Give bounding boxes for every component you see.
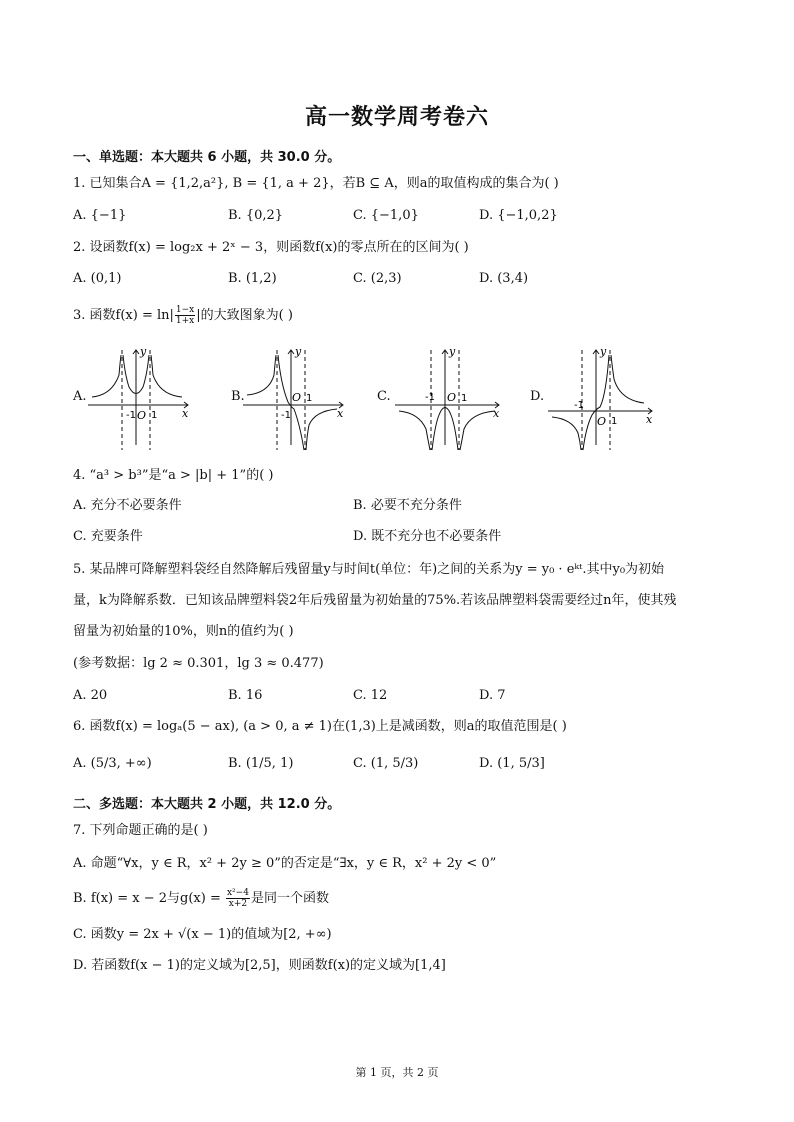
graph-a-neg1-label: -1 [126, 410, 136, 421]
graph-c-y-label: y [449, 345, 456, 358]
q3-option-a-label: A. [73, 389, 87, 404]
graph-b-y-label: y [295, 345, 302, 358]
exam-title: 高一数学周考卷六 [304, 105, 489, 130]
graph-c-origin-label: O [447, 391, 457, 404]
page-footer: 第 1 页，共 2 页 [355, 1066, 439, 1079]
graph-b-neg1-label: -1 [281, 410, 291, 421]
q6-option-b: B. (1/5, 1) [228, 756, 294, 771]
q7-option-b-numerator: x²−4 [226, 888, 249, 898]
q4-option-b: B. 必要不充分条件 [353, 498, 462, 513]
q7-option-b-prefix: B. f(x) = x − 2与g(x) = [73, 891, 221, 906]
q2-option-c: C. (2,3) [353, 271, 402, 286]
q4-option-d: D. 既不充分也不必要条件 [353, 529, 502, 544]
q2-option-a: A. (0,1) [73, 271, 122, 286]
question-2-stem: 2. 设函数f(x) = log₂x + 2ˣ − 3，则函数f(x)的零点所在的区间为( ) [73, 240, 469, 255]
q2-option-b: B. (1,2) [228, 271, 277, 286]
q3-fraction [175, 305, 195, 326]
q7-option-d: D. 若函数f(x − 1)的定义域为[2,5]，则函数f(x)的定义域为[1,4] [73, 958, 446, 973]
q7-option-c: C. 函数y = 2x + √(x − 1)的值域为[2, +∞) [73, 927, 332, 942]
question-7-stem: 7. 下列命题正确的是( ) [73, 823, 208, 838]
q5-option-d: D. 7 [479, 688, 506, 703]
q3-stem-prefix: 3. 函数f(x) = ln| [73, 308, 174, 323]
graph-d-y-label: y [600, 345, 607, 358]
graph-c-one-label: 1 [461, 393, 468, 404]
graph-d-origin-label: O [597, 415, 607, 428]
q3-graph-c [395, 345, 507, 455]
q4-option-a: A. 充分不必要条件 [73, 498, 182, 513]
q7-option-a: A. 命题“∀x，y ∈ R，x² + 2y ≥ 0”的否定是“∃x，y ∈ R，x² + 2y < 0” [73, 856, 497, 871]
q3-option-c-label: C. [377, 389, 391, 404]
q6-option-a: A. (5/3, +∞) [73, 756, 152, 771]
question-4-stem: 4. “a³ > b³”是“a > |b| + 1”的( ) [73, 468, 274, 483]
graph-d-one-label: 1 [611, 416, 618, 427]
q6-option-d: D. (1, 5/3] [479, 756, 545, 771]
q3-graph-a [88, 345, 198, 455]
question-5-line-2: 量，k为降解系数．已知该品牌塑料袋2年后残留量为初始量的75%.若该品牌塑料袋需要经过n年，使其残 [73, 593, 677, 608]
graph-c-x-label: x [493, 407, 500, 420]
question-3-stem [73, 305, 293, 326]
q6-option-c: C. (1, 5/3) [353, 756, 419, 771]
graph-a-one-label: 1 [151, 410, 158, 421]
q1-option-b: B. {0,2} [228, 208, 284, 223]
graph-b-x-label: x [337, 407, 344, 420]
q3-option-b-label: B. [231, 389, 245, 404]
q7-option-b-fraction [226, 888, 250, 909]
q5-option-a: A. 20 [73, 688, 108, 703]
graph-b-one-label: 1 [306, 393, 313, 404]
section-heading-multi-choice: 二、多选题：本大题共 2 小题，共 12.0 分。 [73, 797, 341, 812]
graph-d-neg1-label: -1 [574, 400, 584, 411]
q1-option-a: A. {−1} [73, 208, 127, 223]
graph-c-neg1-label: -1 [425, 392, 435, 403]
q2-option-d: D. (3,4) [479, 271, 529, 286]
q5-option-c: C. 12 [353, 688, 388, 703]
q1-option-c: C. {−1,0} [353, 208, 419, 223]
question-6-stem: 6. 函数f(x) = logₐ(5 − ax), (a > 0, a ≠ 1)在(1,3)上是减函数，则a的取值范围是( ) [73, 719, 567, 734]
q1-option-d: D. {−1,0,2} [479, 208, 558, 223]
q7-option-b [73, 888, 329, 909]
graph-a-y-label: y [140, 345, 147, 358]
q3-fraction-numerator: 1−x [175, 305, 195, 315]
graph-d-x-label: x [646, 413, 653, 426]
question-5-line-1: 5. 某品牌可降解塑料袋经自然降解后残留量y与时间t(单位：年)之间的关系为y = y₀ · eᵏᵗ.其中y₀为初始 [73, 562, 665, 577]
section-heading-single-choice: 一、单选题：本大题共 6 小题，共 30.0 分。 [73, 150, 341, 165]
q7-option-b-denominator: x+2 [228, 899, 248, 909]
q3-stem-suffix: |的大致图象为( ) [196, 308, 293, 323]
q3-graph-d [548, 345, 658, 455]
question-1-stem: 1. 已知集合A = {1,2,a²}, B = {1, a + 2}，若B ⊆ A，则a的取值构成的集合为( ) [73, 176, 559, 191]
q7-option-b-suffix: 是同一个函数 [250, 891, 329, 906]
q4-option-c: C. 充要条件 [73, 529, 143, 544]
question-5-line-3: 留量为初始量的10%，则n的值约为( ) [73, 624, 294, 639]
graph-a-origin-label: O [137, 409, 147, 422]
question-5-reference: (参考数据：lg 2 ≈ 0.301，lg 3 ≈ 0.477) [73, 656, 324, 671]
graph-b-origin-label: O [292, 391, 302, 404]
graph-a-x-label: x [182, 407, 189, 420]
q5-option-b: B. 16 [228, 688, 263, 703]
q3-fraction-denominator: 1+x [175, 316, 195, 326]
q3-graph-b [243, 345, 353, 455]
q3-option-d-label: D. [530, 389, 545, 404]
